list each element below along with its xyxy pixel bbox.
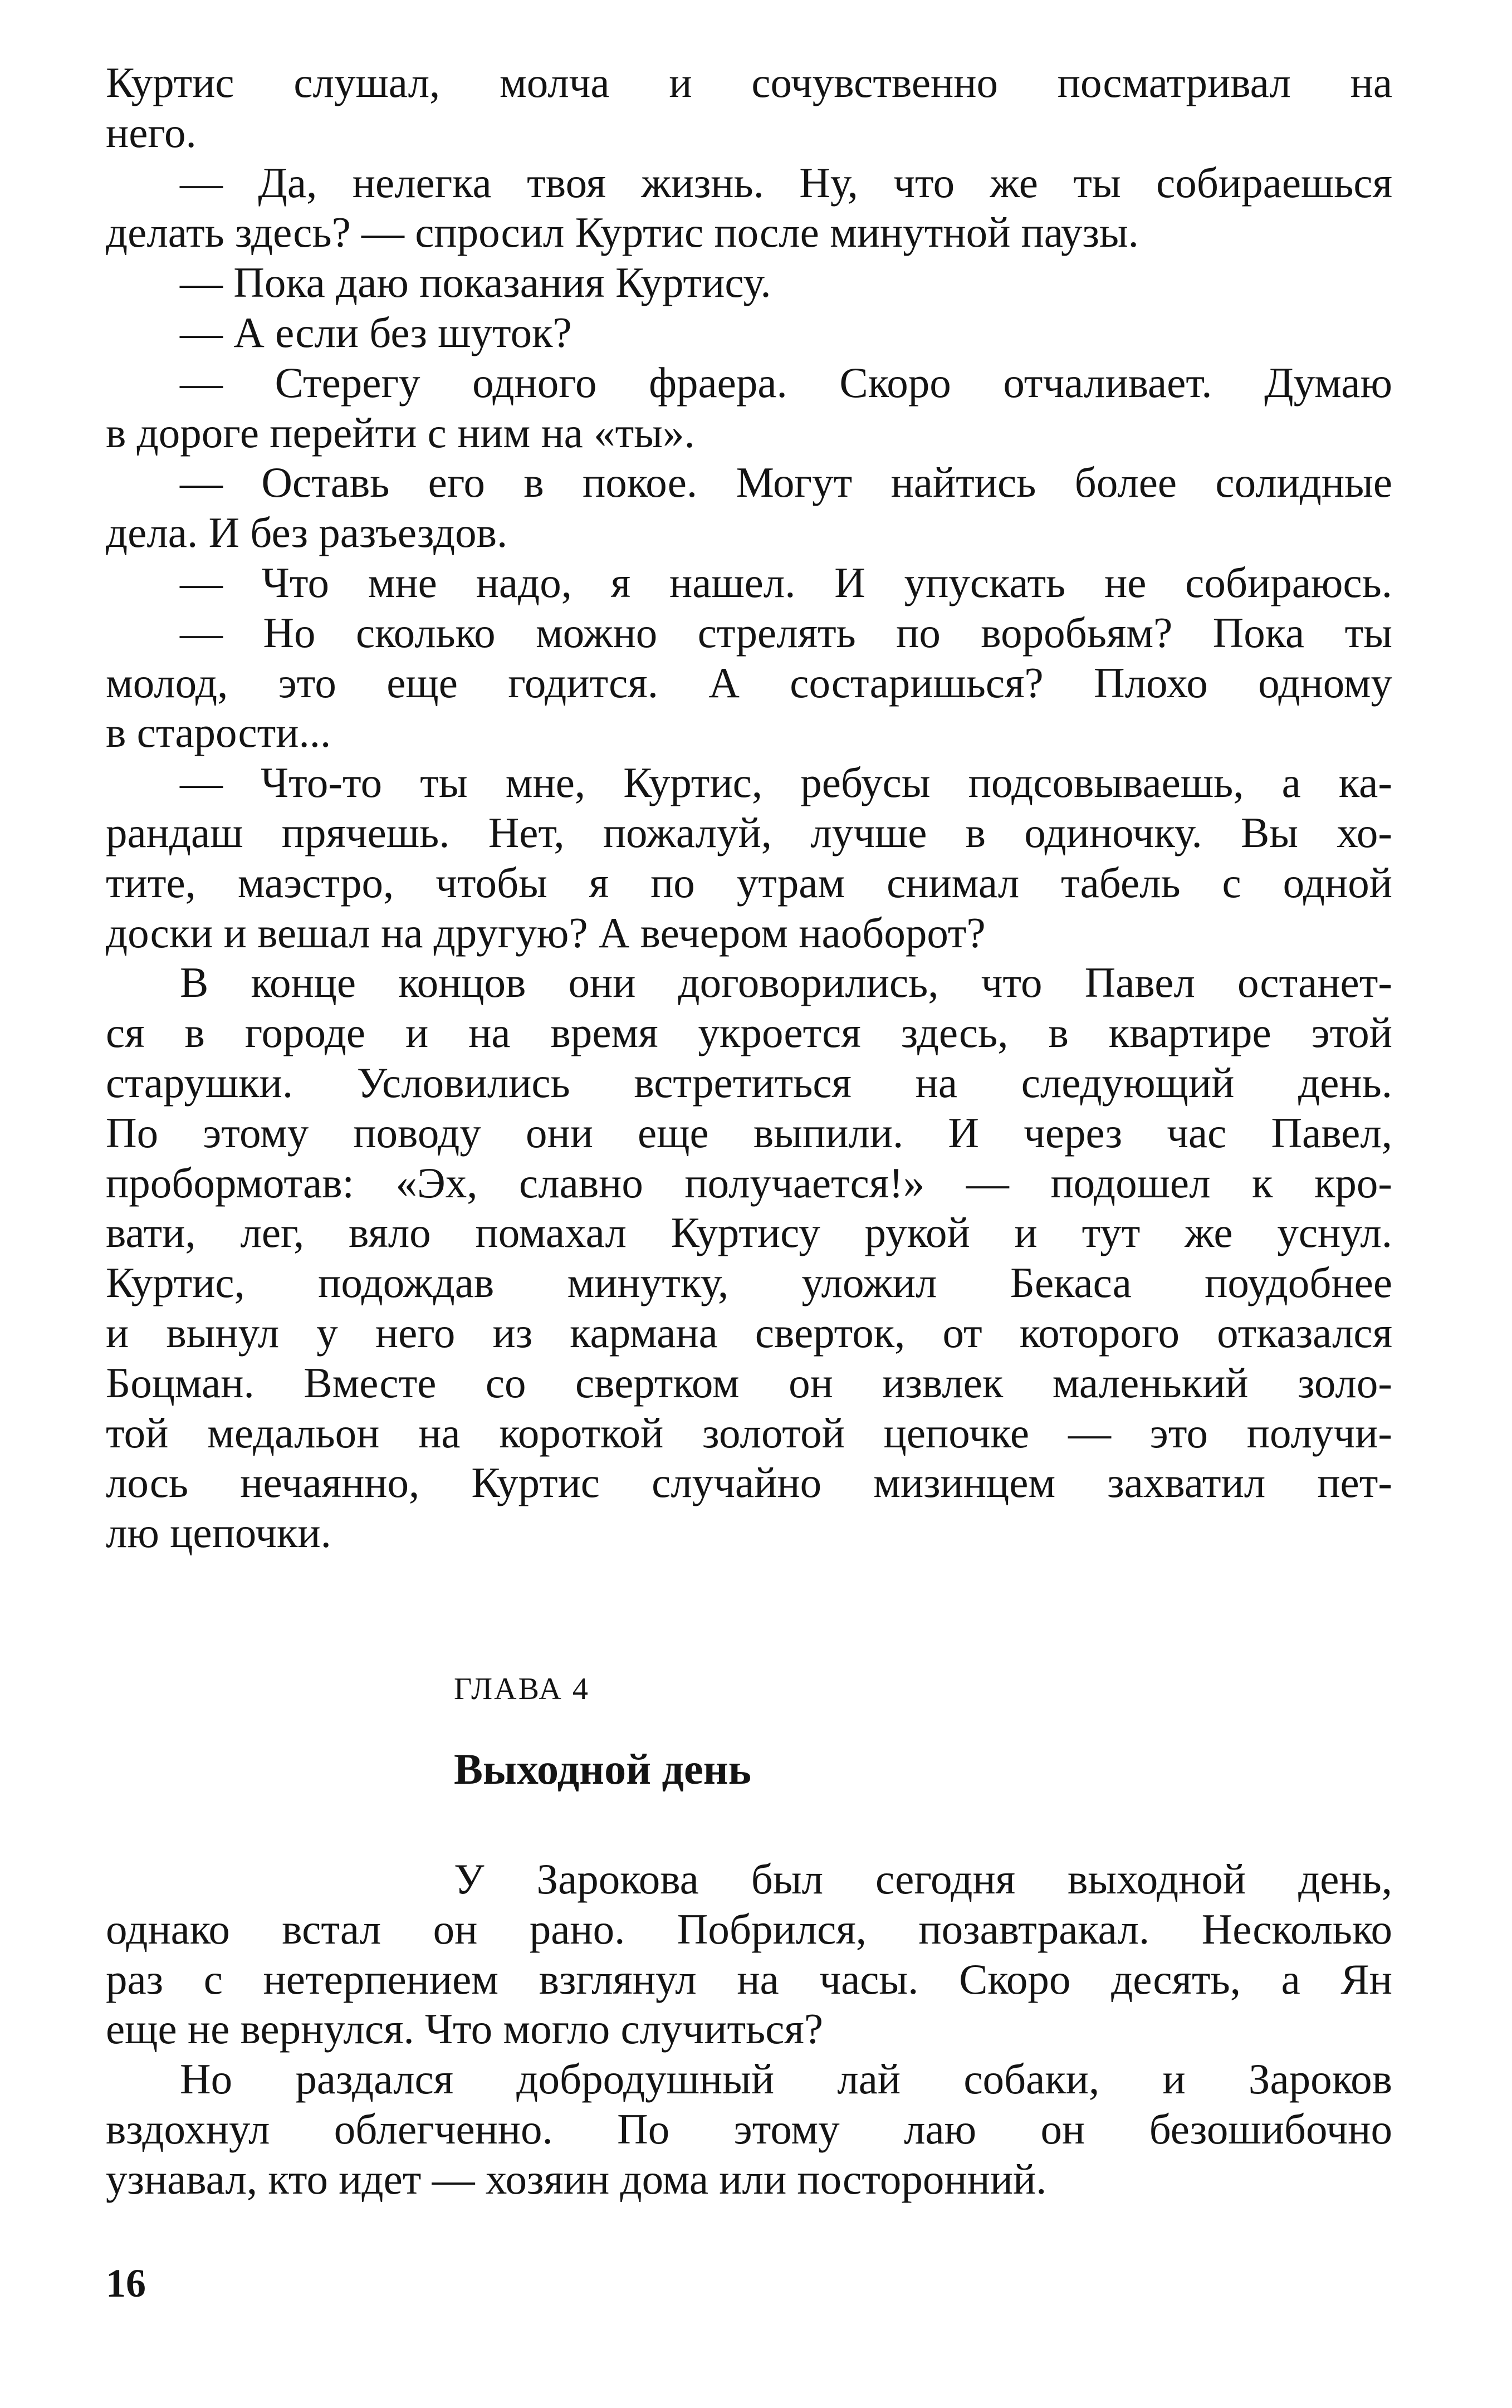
text-line: доски и вешал на другую? А вечером наоборот? bbox=[106, 908, 986, 957]
text-line: делать здесь? — спросил Куртис после минутной паузы. bbox=[106, 208, 1139, 257]
text-line: — Но сколько можно стрелять по воробьям? Пока ты bbox=[180, 608, 1392, 657]
text-line: дела. И без разъездов. bbox=[106, 508, 508, 557]
text-line: — Что мне надо, я нашел. И упускать не собираюсь. bbox=[180, 558, 1392, 606]
text-line: пробормотав: «Эх, славно получается!» — подошел к кро- bbox=[106, 1158, 1392, 1207]
chapter-label: ГЛАВА 4 bbox=[454, 1672, 590, 1706]
text-line: — Стерегу одного фраера. Скоро отчаливает. Думаю bbox=[180, 358, 1392, 407]
text-line: Куртис слушал, молча и сочувственно посматривал на bbox=[106, 58, 1392, 106]
text-line: тите, маэстро, чтобы я по утрам снимал табель с одной bbox=[106, 858, 1392, 907]
text-line: него. bbox=[106, 108, 197, 156]
text-line: узнавал, кто идет — хозяин дома или посторонний. bbox=[106, 2155, 1047, 2203]
text-line: лось нечаянно, Куртис случайно мизинцем захватил пет- bbox=[106, 1458, 1392, 1507]
text-block-top bbox=[106, 58, 1392, 1558]
text-line: старушки. Условились встретиться на следующий день. bbox=[106, 1058, 1392, 1107]
text-line: еще не вернулся. Что могло случиться? bbox=[106, 2005, 824, 2053]
text-line: той медальон на короткой золотой цепочке — это получи- bbox=[106, 1408, 1392, 1457]
text-line: Куртис, подождав минутку, уложил Бекаса поудобнее bbox=[106, 1259, 1392, 1307]
text-line: молод, это еще годится. А состаришься? Плохо одному bbox=[106, 658, 1392, 707]
text-line: и вынул у него из кармана сверток, от которого отказался bbox=[106, 1308, 1392, 1357]
text-block-chapter bbox=[106, 1854, 1392, 2205]
text-line: — А если без шуток? bbox=[180, 308, 572, 356]
page-number: 16 bbox=[106, 2261, 146, 2306]
text-line: в дороге перейти с ним на «ты». bbox=[106, 408, 695, 457]
text-line: По этому поводу они еще выпили. И через час Павел, bbox=[106, 1108, 1392, 1157]
text-line: Но раздался добродушный лай собаки, и Зароков bbox=[180, 2055, 1392, 2103]
text-line: В конце концов они договорились, что Павел останет- bbox=[180, 958, 1392, 1007]
text-line: рандаш прячешь. Нет, пожалуй, лучше в одиночку. Вы хо- bbox=[106, 808, 1392, 856]
text-line: Боцман. Вместе со свертком он извлек маленький золо- bbox=[106, 1358, 1392, 1407]
text-line: — Что-то ты мне, Куртис, ребусы подсовываешь, а ка- bbox=[180, 758, 1392, 807]
text-line: вати, лег, вяло помахал Куртису рукой и тут же уснул. bbox=[106, 1208, 1392, 1257]
text-line: однако встал он рано. Побрился, позавтракал. Несколько bbox=[106, 1905, 1392, 1953]
text-line: ся в городе и на время укроется здесь, в квартире этой bbox=[106, 1009, 1392, 1057]
text-line: — Оставь его в покое. Могут найтись более солидные bbox=[180, 458, 1392, 507]
text-line: вздохнул облегченно. По этому лаю он безошибочно bbox=[106, 2104, 1392, 2153]
chapter-title: Выходной день bbox=[454, 1745, 751, 1793]
text-line: в старости... bbox=[106, 708, 331, 757]
text-line: У Зарокова был сегодня выходной день, bbox=[454, 1855, 1392, 1903]
text-line: — Пока даю показания Куртису. bbox=[180, 258, 771, 307]
text-line: лю цепочки. bbox=[106, 1509, 331, 1557]
text-line: — Да, нелегка твоя жизнь. Ну, что же ты собираешься bbox=[180, 158, 1392, 207]
text-line: раз с нетерпением взглянул на часы. Скоро десять, а Ян bbox=[106, 1955, 1392, 2003]
